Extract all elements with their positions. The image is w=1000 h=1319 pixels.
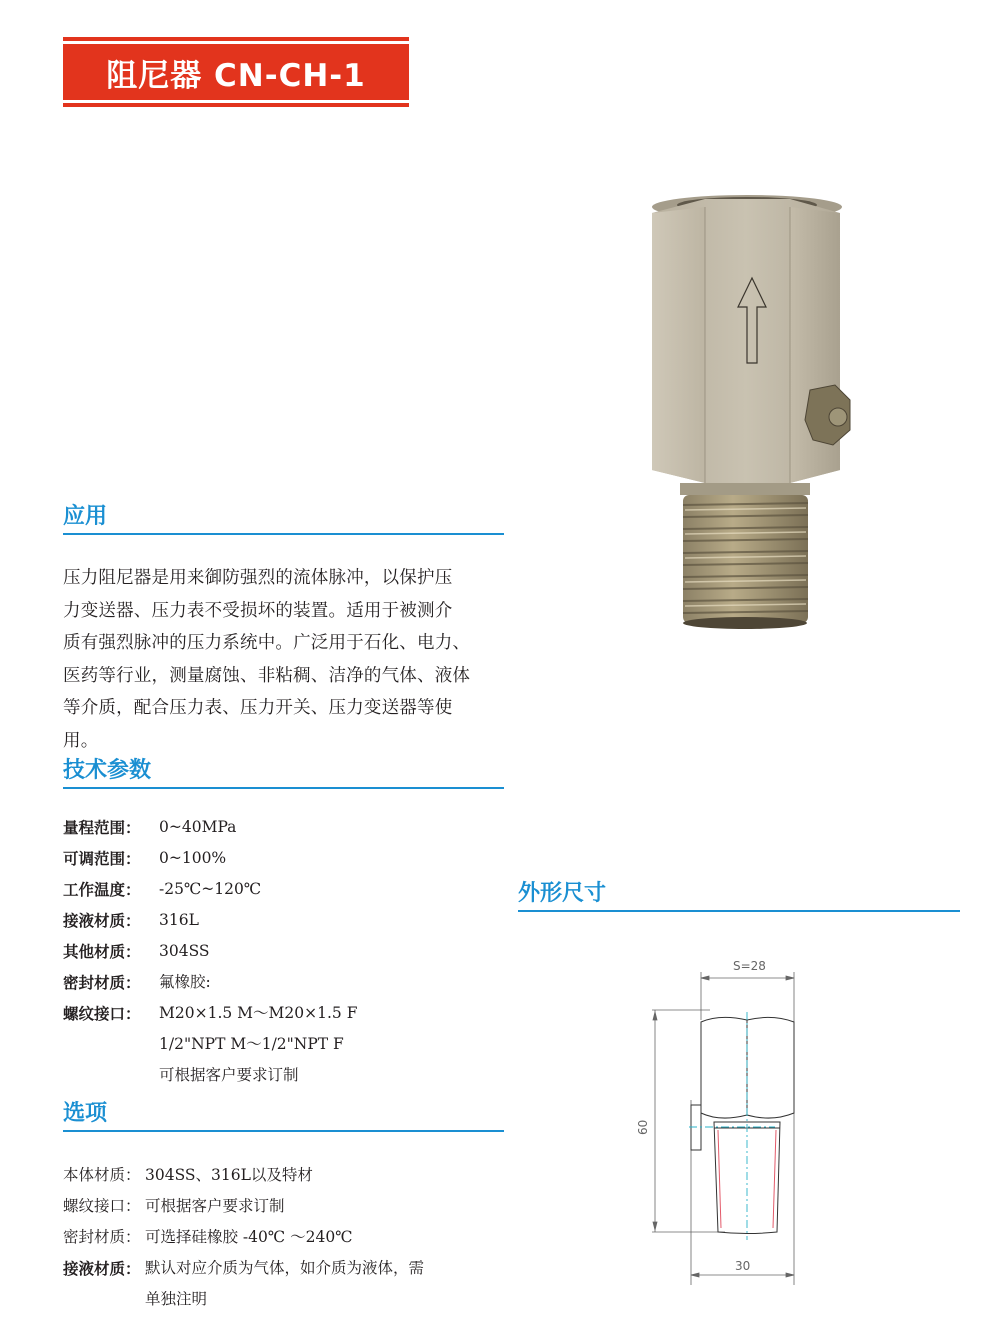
paragraph-line: 力变送器、压力表不受损坏的装置。适用于被测介 (63, 600, 453, 621)
spec-row-seal-material (63, 967, 357, 998)
section-rule (63, 1130, 504, 1132)
paragraph-line: 质有强烈脉冲的压力系统中。广泛用于石化、电力、 (63, 633, 471, 653)
width-label: 30 (735, 1259, 751, 1273)
spec-key: 密封材质： (63, 973, 141, 992)
option-key: 本体材质： (63, 1166, 141, 1184)
spec-key: 螺纹接口： (63, 1004, 141, 1023)
section-specs-heading (63, 757, 504, 789)
spec-value: 1/2"NPT M～1/2"NPT F (159, 1035, 344, 1053)
spec-row-temperature (63, 874, 357, 905)
section-dimensions-heading (518, 880, 960, 912)
section-rule (63, 533, 504, 535)
spec-row-wetted-material (63, 905, 357, 936)
spec-row-thread-cont (63, 1060, 357, 1091)
title-body (63, 44, 409, 100)
spec-key: 接液材质： (63, 911, 141, 930)
spec-row-other-material (63, 936, 357, 967)
application-paragraph (63, 562, 508, 757)
spec-value: 0~40MPa (159, 818, 237, 836)
option-value: 可根据客户要求订制 (145, 1197, 285, 1215)
spec-row-thread (63, 998, 357, 1029)
spec-key: 可调范围： (63, 849, 141, 868)
options-list (63, 1160, 424, 1315)
option-value: 可选择硅橡胶 -40℃ ～240℃ (145, 1228, 353, 1246)
paragraph-line: 医药等行业，测量腐蚀、非粘稠、洁净的气体、液体 (63, 665, 471, 686)
section-rule (63, 787, 504, 789)
option-row-wetted-cont (63, 1284, 424, 1315)
spec-value: 304SS (159, 942, 210, 960)
spec-value: M20×1.5 M～M20×1.5 F (159, 1004, 358, 1022)
spec-value: 可根据客户要求订制 (159, 1066, 299, 1084)
option-value: 304SS、316L以及特材 (145, 1166, 313, 1184)
option-value: 单独注明 (145, 1290, 208, 1308)
spec-row-range (63, 812, 357, 843)
option-value: 默认对应介质为气体，如介质为液体，需 (145, 1259, 425, 1277)
dimension-drawing (630, 950, 830, 1310)
spec-key: 工作温度： (63, 880, 141, 899)
option-key: 密封材质： (63, 1228, 141, 1246)
product-photo (625, 185, 875, 655)
section-rule (518, 910, 960, 912)
section-title: 应用 (63, 503, 108, 529)
option-row-body-material (63, 1160, 424, 1191)
paragraph-line: 压力阻尼器是用来御防强烈的流体脉冲，以保护压 (63, 568, 453, 588)
title-stripe-top (63, 37, 409, 41)
section-title: 外形尺寸 (518, 880, 607, 906)
hex-size-label: S=28 (733, 959, 766, 973)
paragraph-line: 等介质，配合压力表、压力开关、压力变送器等使 (63, 698, 453, 718)
spec-key: 其他材质： (63, 942, 141, 961)
damper-product-icon (625, 185, 875, 655)
spec-value: 316L (159, 911, 199, 929)
option-row-wetted (63, 1253, 424, 1284)
paragraph-line: 用。 (63, 730, 99, 751)
title-banner (63, 37, 409, 107)
option-row-thread (63, 1191, 424, 1222)
option-key: 接液材质： (63, 1259, 141, 1278)
option-key-spacer (63, 1284, 145, 1315)
section-title: 选项 (63, 1100, 108, 1126)
specs-list (63, 812, 357, 1091)
spec-key: 量程范围： (63, 818, 141, 837)
section-title: 技术参数 (63, 757, 152, 783)
technical-drawing-icon (630, 950, 830, 1310)
spec-value: 0~100% (159, 849, 227, 867)
spec-row-thread-cont (63, 1029, 357, 1060)
section-options-heading (63, 1100, 504, 1132)
spec-value: -25℃~120℃ (159, 880, 262, 898)
height-label: 60 (636, 1119, 650, 1135)
spec-row-adjustable (63, 843, 357, 874)
title-stripe-bottom (63, 103, 409, 107)
section-application-heading (63, 503, 504, 535)
option-key: 螺纹接口： (63, 1197, 141, 1215)
spec-value: 氟橡胶: (159, 973, 211, 991)
page-title: 阻尼器 CN-CH-1 (106, 57, 366, 94)
option-row-seal (63, 1222, 424, 1253)
